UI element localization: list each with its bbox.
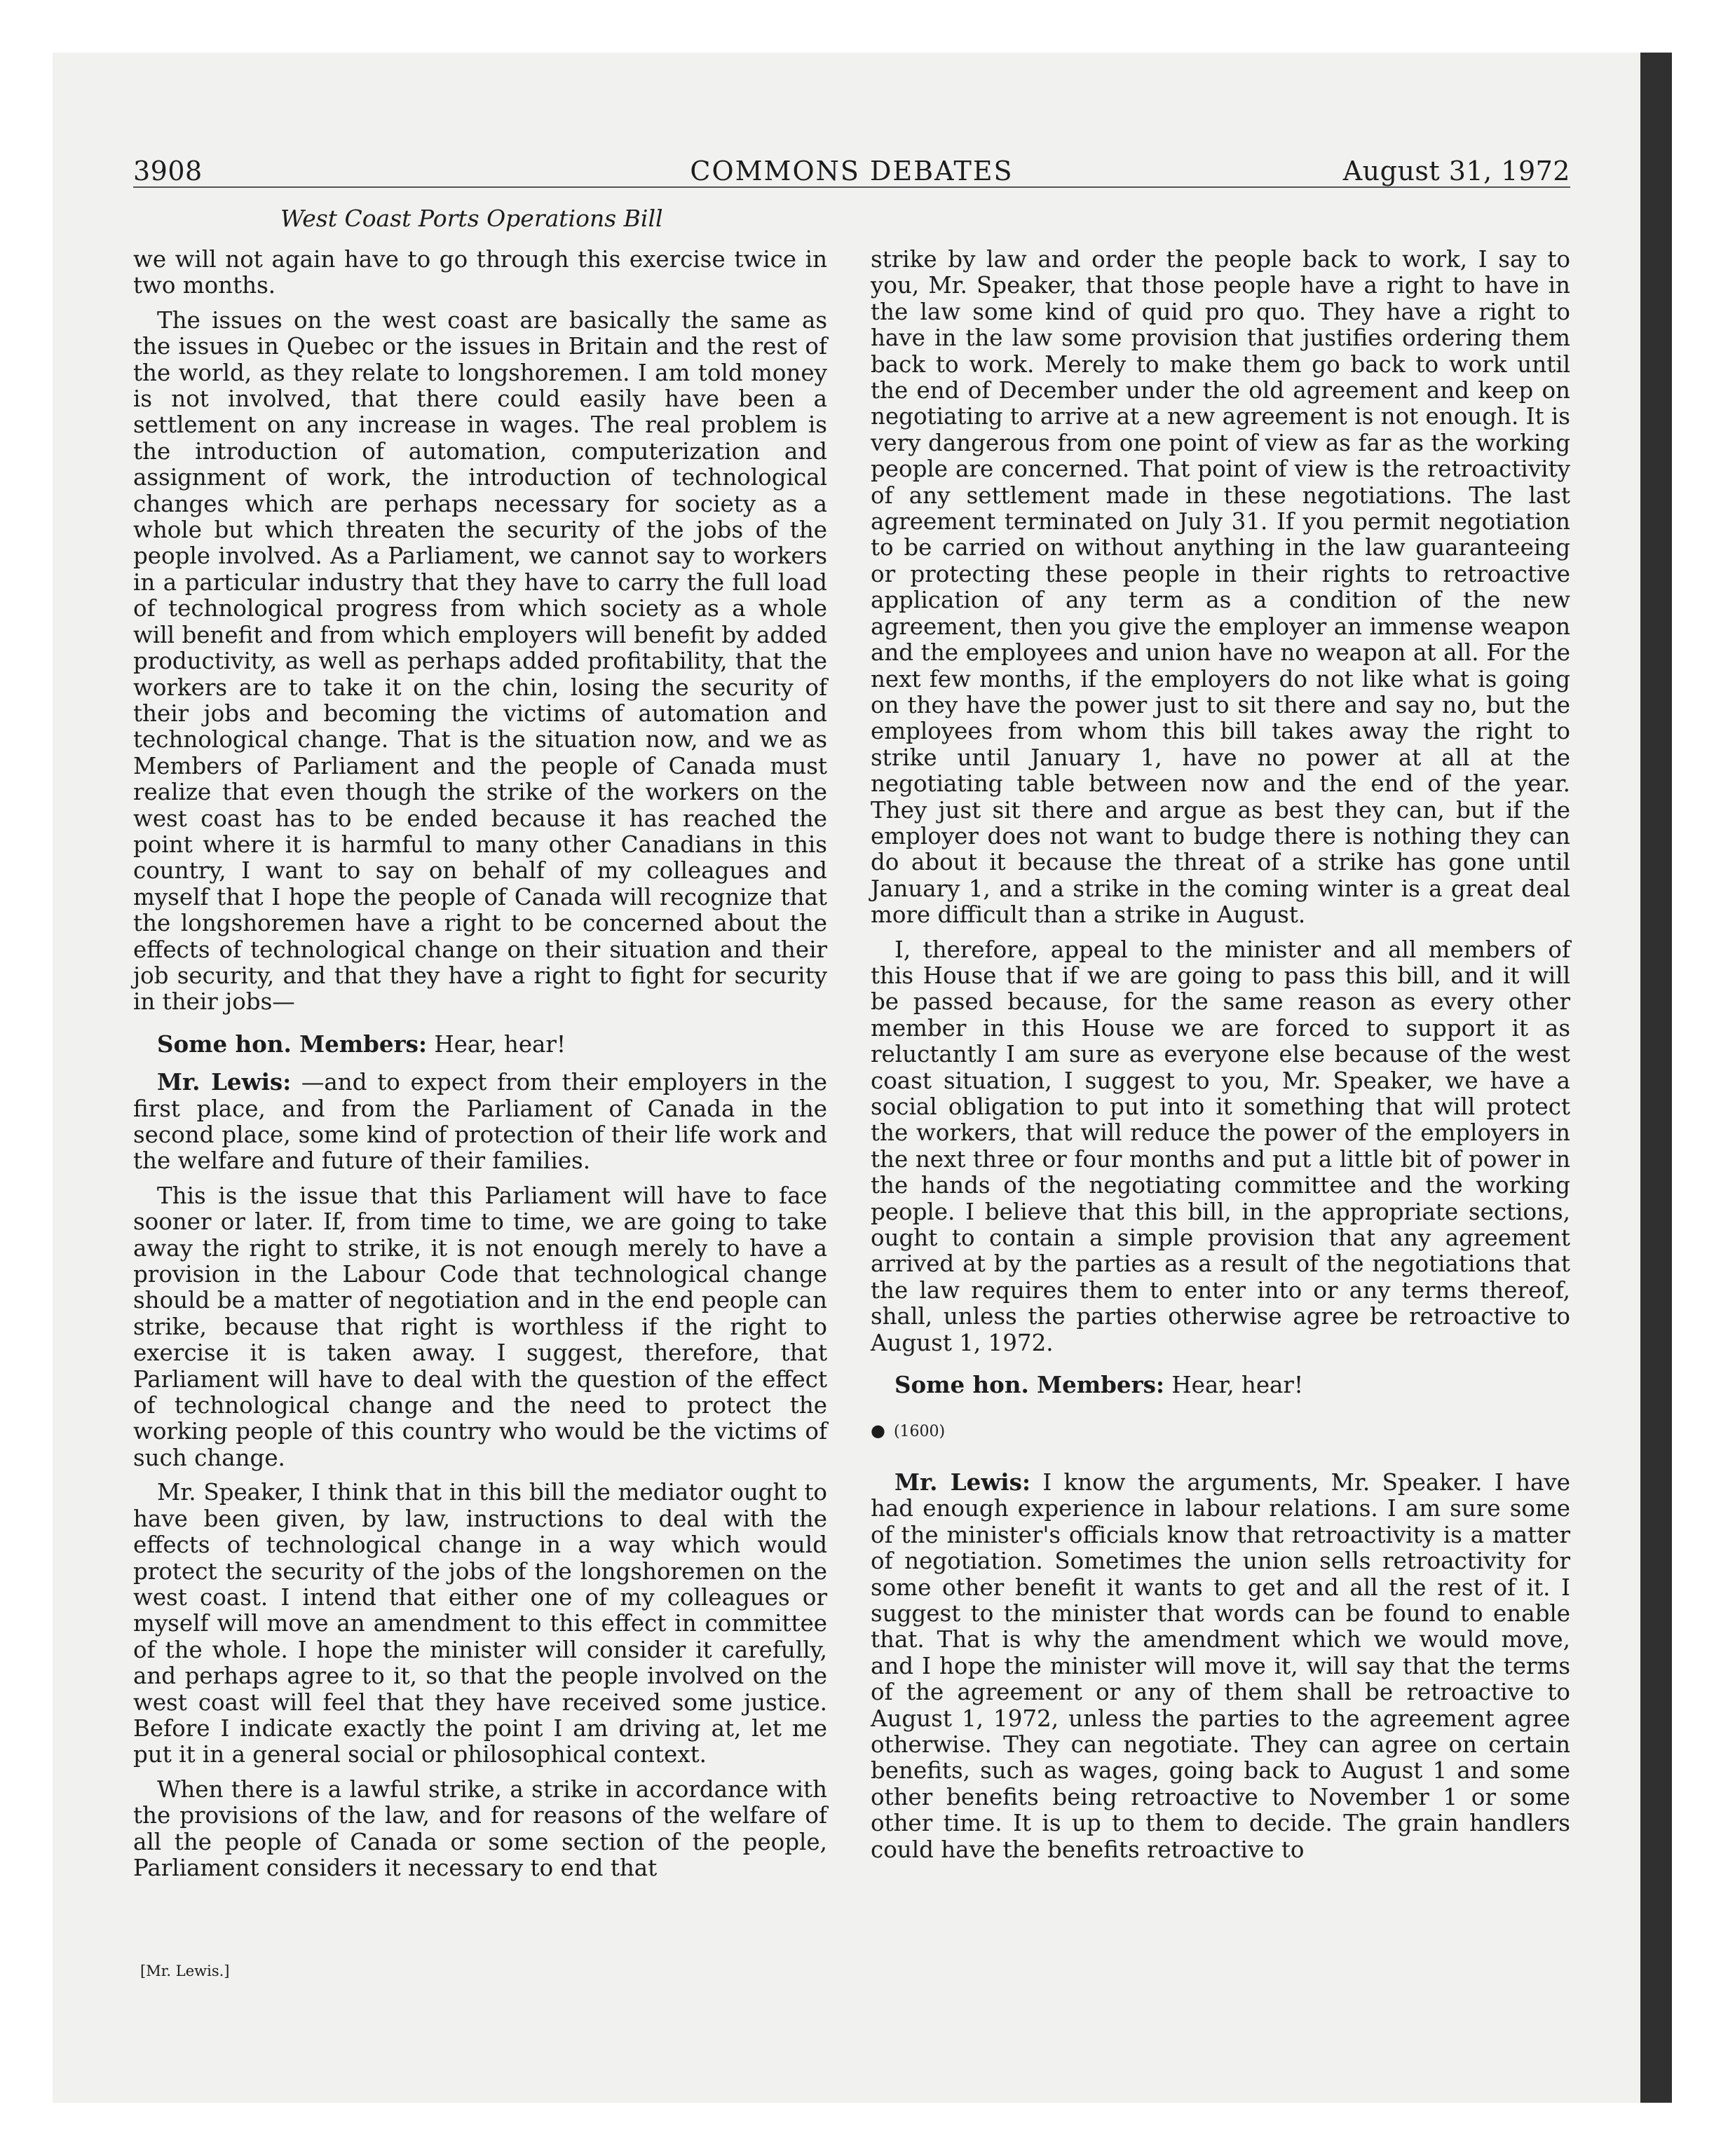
header-rule — [133, 186, 1570, 188]
paragraph: The issues on the west coast are basically the same as the issues in Quebec or the issues in Britain and the rest of the world, as they relate to longshoremen. I am told money is not involved, that there could easily have been a settlement on any increase in wages. The real problem is the introduction of automation, computerization and assignment of work, the introduction of technological changes which are perhaps necessary for society as a whole but which threaten the security of the jobs of the people involved. As a Parliament, we cannot say to workers in a particular industry that they have to carry the full load of technological progress from which society as a whole will benefit and from which employers will benefit by added productivity, as well as perhaps added profitability, that the workers are to take it on the chin, losing the security of their jobs and becoming the victims of automation and technological change. That is the situation now, and we as Members of Parliament and the people of Canada must realize that even though the strike of the workers on the west coast has to be ended because it has reached the point where it is harmful to many other Canadians in this country, I want to say on behalf of my colleagues and myself that I hope the people of Canada will recognize that the longshoremen have a right to be concerned about the effects of technological change on their situation and their job security, and that they have a right to fight for security in their jobs— — [133, 306, 827, 1016]
speech-paragraph — [871, 1469, 1570, 1863]
page-header — [133, 156, 1570, 191]
speech-text: —and to expect from their employers in the first place, and from the Parliament of Canada in the second place, some kind of protection of their life work and the welfare and future of their families. — [133, 1069, 827, 1175]
paragraph: we will not again have to go through this exercise twice in two months. — [133, 246, 827, 299]
speaker-name: Mr. Lewis: — [894, 1468, 1030, 1496]
interjection — [871, 1372, 1570, 1398]
speaker-name: Some hon. Members: — [894, 1371, 1164, 1399]
paragraph: This is the issue that this Parliament will have to face sooner or later. If, from time to time, we are going to take away the right to strike, it is not enough merely to have a provision in the Labour Code that technological change should be a matter of negotiation and in the end people can strike, because that right is worthless if the right to exercise it is taken away. I suggest, therefore, that Parliament will have to deal with the question of the effect of technological change and the need to protect the working people of this country who would be the victims of such change. — [133, 1182, 827, 1471]
paragraph: When there is a lawful strike, a strike in accordance with the provisions of the law, and for reasons of the welfare of all the people of Canada or some section of the people, Parliament considers it necessary to end that — [133, 1775, 827, 1881]
speaker-name: Mr. Lewis: — [157, 1068, 292, 1096]
left-column — [133, 247, 827, 1890]
interjection-text: Hear, hear! — [1171, 1372, 1304, 1399]
paragraph: strike by law and order the people back to work, I say to you, Mr. Speaker, that those people have a right to have in the law some kind of quid pro quo. They have a right to have in the law some provision that justifies ordering them back to work. Merely to make them go back to work until the end of December under the old agreement and keep on negotiating to arrive at a new agreement is not enough. It is very dangerous from one point of view as far as the working people are concerned. That point of view is the retroactivity of any settlement made in these negotiations. The last agreement terminated on July 31. If you permit negotiation to be carried on without anything in the law guaranteeing or protecting these people in their rights to retroactive application of any term as a condition of the new agreement, then you give the employer an immense weapon and the employees and union have no weapon at all. For the next few months, if the employers do not like what is going on they have the power just to sit there and say no, but the employees from whom this bill takes away the right to strike until January 1, have no power at all at the negotiating table between now and the end of the year. They just sit there and argue as best they can, but if the employer does not want to budge there is nothing they can do about it because the threat of a strike has gone until January 1, and a strike in the coming winter is a great deal more difficult than a strike in August. — [871, 246, 1570, 929]
page-date: August 31, 1972 — [1342, 156, 1570, 186]
bullet-icon: ● — [871, 1421, 885, 1441]
paragraph: Mr. Speaker, I think that in this bill the mediator ought to have been given, by law, instructions to deal with the effects of technological change in a way which would protect the security of the jobs of the longshoremen on the west coast. I intend that either one of my colleagues or myself will move an amendment to this effect in committee of the whole. I hope the minister will consider it carefully, and perhaps agree to it, so that the people involved on the west coast will feel that they have received some justice. Before I indicate exactly the point I am driving at, let me put it in a general social or philosophical context. — [133, 1479, 827, 1768]
scan-edge-shadow — [1640, 53, 1672, 2103]
interjection-text: Hear, hear! — [434, 1030, 566, 1058]
section-title: West Coast Ports Operations Bill — [280, 205, 663, 232]
speaker-name: Some hon. Members: — [157, 1030, 427, 1058]
speech-paragraph — [133, 1069, 827, 1175]
footnote: [Mr. Lewis.] — [140, 1963, 230, 1979]
interjection — [133, 1031, 827, 1058]
paragraph: I, therefore, appeal to the minister and all members of this House that if we are going to pass this bill, and it will be passed because, for the same reason as every other member in this House we are forced to support it as reluctantly I am sure as everyone else because of the west coast situation, I suggest to you, Mr. Speaker, we have a social obligation to put into it something that will protect the workers, that will reduce the power of the employers in the next three or four months and put a little bit of power in the hands of the negotiating committee and the working people. I believe that this bill, in the appropriate sections, ought to contain a simple provision that any agreement arrived at by the parties as a result of the negotiations that the law requires them to enter into or any terms thereof, shall, unless the parties otherwise agree be retroactive to August 1, 1972. — [871, 936, 1570, 1356]
right-column — [871, 247, 1570, 1871]
time-marker-text: (1600) — [893, 1423, 946, 1441]
time-marker — [871, 1418, 1570, 1445]
speech-text: I know the arguments, Mr. Speaker. I have had enough experience in labour relations. I am sure some of the minister's officials know that retroactivity is a matter of negotiation. Sometimes the union sells retroactivity for some other benefit it wants to get and all the rest of it. I suggest to the minister that words can be found to enable that. That is why the amendment which we would move, and I hope the minister will move it, will say that the terms of the agreement or any of them shall be retroactive to August 1, 1972, unless the parties to the agreement agree otherwise. They can negotiate. They can agree on certain benefits, such as wages, going back to August 1 and some other benefits being retroactive to November 1 or some other time. It is up to them to decide. The grain handlers could have the benefits retroactive to — [871, 1468, 1570, 1863]
publication-title: COMMONS DEBATES — [690, 156, 1014, 186]
page-number: 3908 — [133, 156, 203, 186]
